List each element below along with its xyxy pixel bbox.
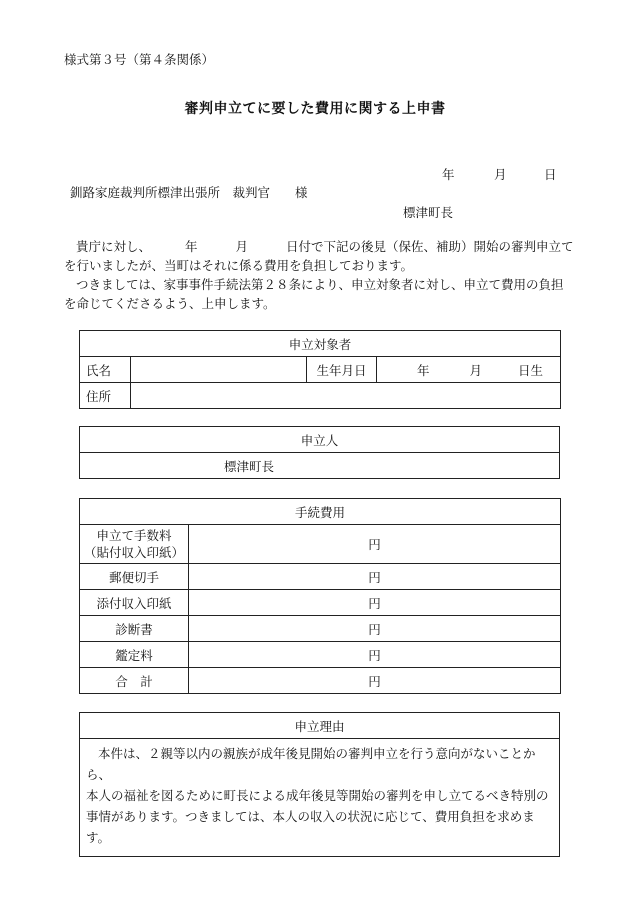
cost-value-appraisal-fee[interactable]: 円 xyxy=(189,642,561,668)
date-day-label: 日 xyxy=(544,167,557,182)
cost-table-header: 手続費用 xyxy=(80,499,561,525)
cost-value-medical-certificate[interactable]: 円 xyxy=(189,616,561,642)
subject-name-label: 氏名 xyxy=(80,357,131,383)
applicant-value: 標津町長 xyxy=(80,453,560,479)
body-p1-year: 年 xyxy=(185,239,198,254)
cost-label-total: 合 計 xyxy=(80,668,189,694)
cost-value-revenue-stamp[interactable]: 円 xyxy=(189,590,561,616)
body-p1-end: 日付で下記の後見（保佐、補助）開始の審判申立てを行いましたが、当町はそれに係る費用を負担しております。 xyxy=(64,239,574,273)
subject-address-field[interactable] xyxy=(131,383,561,409)
reason-table-header: 申立理由 xyxy=(80,713,560,739)
addressee: 釧路家庭裁判所標津出張所 裁判官 様 xyxy=(70,185,308,200)
reason-text xyxy=(80,739,560,857)
document-title: 審判申立てに要した費用に関する上申書 xyxy=(184,101,446,117)
subject-address-label: 住所 xyxy=(80,383,131,409)
body-p1-month: 月 xyxy=(235,239,249,254)
reason-table xyxy=(79,712,560,857)
date-year-label: 年 xyxy=(442,167,455,182)
filing-fee-line2: （貼付収入印紙） xyxy=(83,545,184,560)
body-paragraph-2: つきましては、家事事件手続法第２８条により、申立対象者に対し、申立て費用の負担を命じてくださるよう、上申します。 xyxy=(64,277,564,311)
reason-line-2: 本人の福祉を図るために町長による成年後見等開始の審判を申し立てるべき特別の xyxy=(86,788,549,803)
subject-dob-label: 生年月日 xyxy=(307,357,377,383)
filing-fee-line1: 申立て手数料 xyxy=(96,528,172,543)
body-p1-start: 貴庁に対し、 xyxy=(76,239,152,254)
cost-label-filing-fee xyxy=(80,525,189,564)
subject-dob-field[interactable] xyxy=(377,357,561,383)
cost-label-appraisal-fee: 鑑定料 xyxy=(80,642,189,668)
subject-table-header: 申立対象者 xyxy=(80,331,561,357)
sender: 標津町長 xyxy=(403,205,454,220)
cost-value-total[interactable]: 円 xyxy=(189,668,561,694)
cost-label-revenue-stamp: 添付収入印紙 xyxy=(80,590,189,616)
reason-line-1: 本件は、２親等以内の親族が成年後見開始の審判申立を行う意向がないことから、 xyxy=(86,746,536,782)
cost-table xyxy=(79,498,561,694)
date-month-label: 月 xyxy=(494,167,507,182)
dob-day-label: 日生 xyxy=(518,362,544,378)
applicant-table-header: 申立人 xyxy=(80,427,560,453)
applicant-table xyxy=(79,426,560,479)
cost-value-postage[interactable]: 円 xyxy=(189,564,561,590)
form-number: 様式第３号（第４条関係） xyxy=(64,52,215,67)
cost-label-medical-certificate: 診断書 xyxy=(80,616,189,642)
dob-month-label: 月 xyxy=(469,362,483,378)
subject-name-field[interactable] xyxy=(131,357,307,383)
body-text xyxy=(64,237,574,313)
dob-year-label: 年 xyxy=(417,362,430,378)
subject-table xyxy=(79,330,561,409)
body-paragraph-1 xyxy=(64,237,574,275)
reason-line-3: 事情があります。つきましては、本人の収入の状況に応じて、費用負担を求めます。 xyxy=(86,809,535,845)
cost-value-filing-fee[interactable]: 円 xyxy=(189,525,561,564)
cost-label-postage: 郵便切手 xyxy=(80,564,189,590)
